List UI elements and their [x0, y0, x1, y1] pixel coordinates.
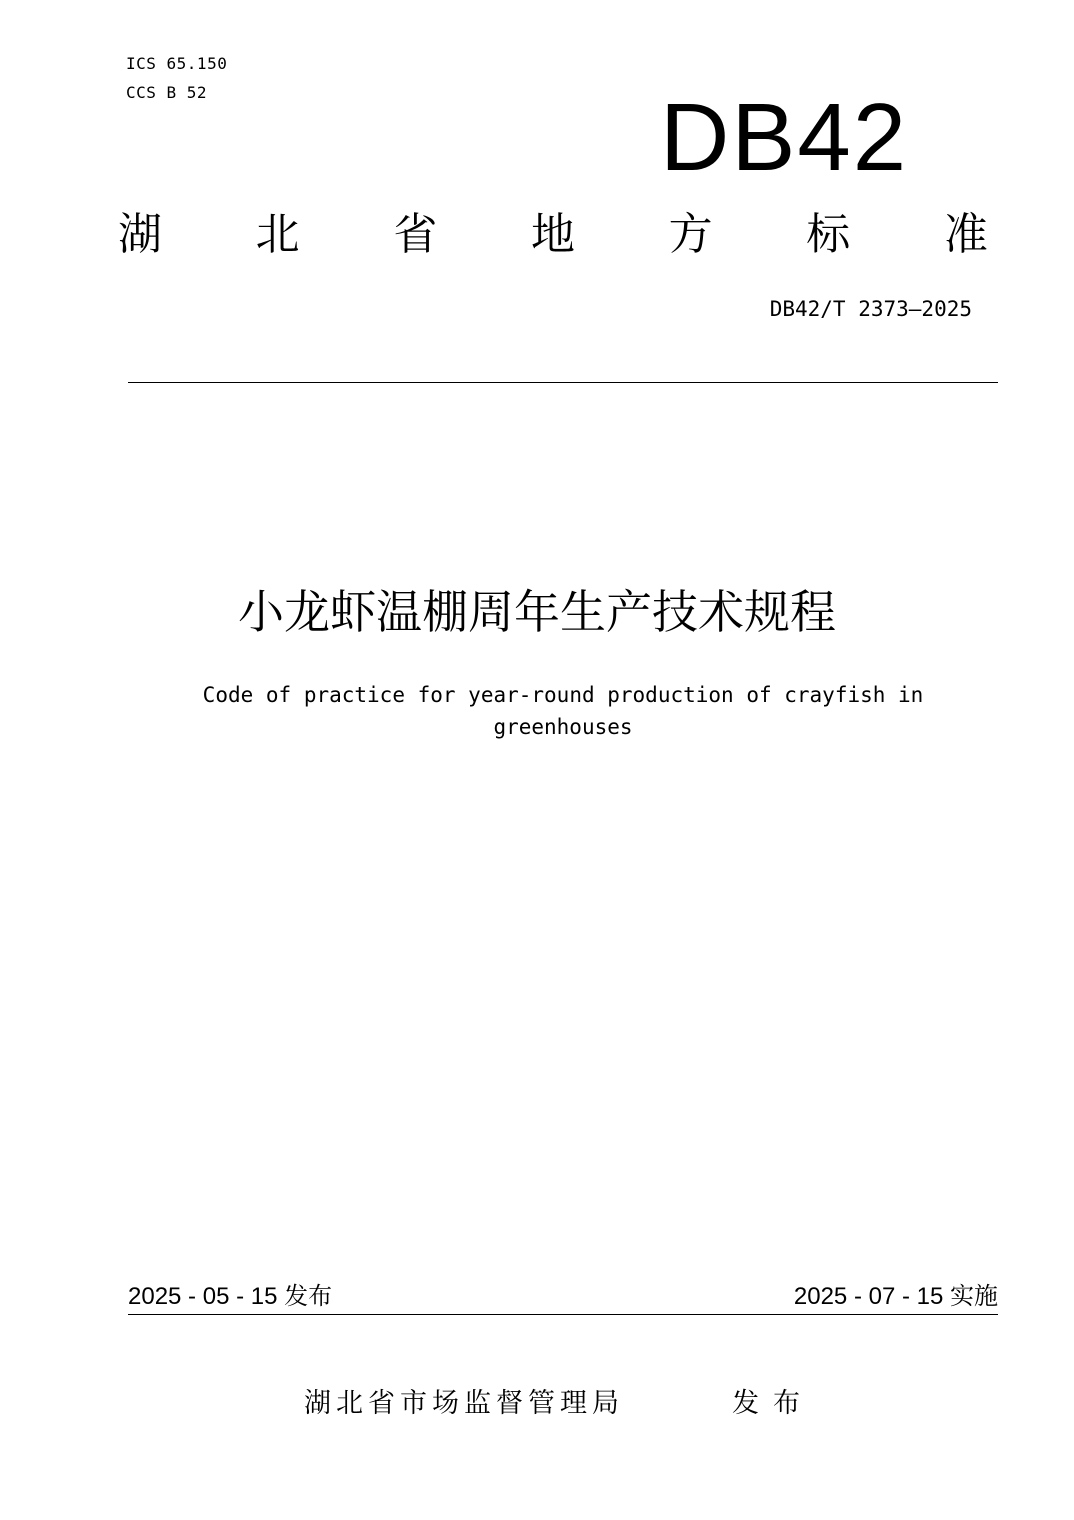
title-english-line: Code of practice for year-round production of crayfish in: [202, 683, 924, 707]
standard-type-char: 地: [530, 209, 575, 260]
standard-number: DB42/T 2373—2025: [769, 297, 972, 321]
ics-code: ICS 65.150: [126, 54, 228, 73]
title-english: [0, 679, 1074, 743]
standard-type-char: 方: [668, 209, 713, 260]
standard-type-char: 准: [943, 209, 988, 260]
publish-date: 2025 - 05 - 15 发布: [128, 1283, 333, 1310]
bottom-divider: [128, 1314, 998, 1315]
standard-type-char: 标: [806, 209, 851, 260]
top-divider: [128, 382, 998, 383]
title-chinese: 小龙虾温棚周年生产技术规程: [238, 585, 836, 639]
standard-logo: DB42: [660, 84, 909, 191]
standard-type-char: 省: [393, 209, 438, 260]
issuing-authority: 湖北省市场监督管理局: [304, 1388, 624, 1419]
title-english-line: greenhouses: [493, 715, 633, 739]
issue-label: 发布: [732, 1388, 814, 1419]
ccs-code: CCS B 52: [126, 83, 208, 102]
implement-date: 2025 - 07 - 15 实施: [793, 1283, 998, 1310]
standard-type-name: [118, 210, 988, 260]
standard-type-char: 北: [255, 209, 300, 260]
standard-type-char: 湖: [118, 209, 162, 260]
